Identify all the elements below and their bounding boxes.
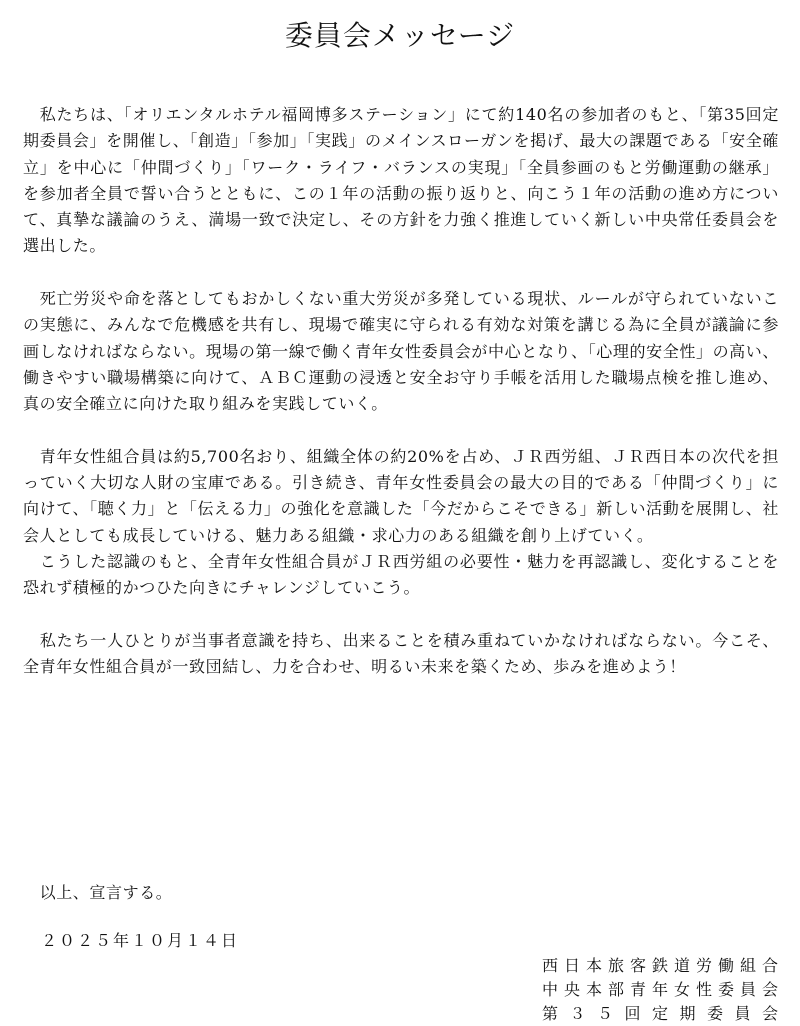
- message-body: [23, 102, 779, 681]
- paragraph-unity: 私たち一人ひとりが当事者意識を持ち、出来ることを積み重ねていかなければならない。今こそ、全青年女性組合員が一致団結し、力を合わせ、明るい未来を築くため、歩みを進めよう！: [23, 630, 779, 677]
- closing-declaration: 以上、宣言する。: [23, 883, 173, 902]
- signature-block: [542, 954, 778, 1026]
- paragraph-challenge: こうした認識のもと、全青年女性組合員がＪＲ西労組の必要性・魅力を再認識し、変化することを恐れず積極的かつひた向きにチャレンジしていこう。: [23, 552, 779, 598]
- paragraph-youth-members: 青年女性組合員は約5,700名おり、組織全体の約20%を占め、ＪＲ西労組、ＪＲ西日本の次代を担っていく大切な人財の宝庫である。引き続き、青年女性委員会の最大の目的である「仲間づくり」に向けて、「聴く力」と「伝える力」の強化を意識した「今だからこそできる」新しい活動を展開し、社会人としても成長していける、魅力ある組織・求心力のある組織を創り上げていく。: [23, 446, 779, 545]
- signature-meeting: 第３５回定期委員会: [542, 1004, 778, 1023]
- paragraph-gap: [23, 418, 779, 444]
- issue-date: ２０２５年１０月１４日: [23, 931, 240, 950]
- signature-committee: 中央本部青年女性委員会: [542, 980, 778, 999]
- page-title: 委員会メッセージ: [284, 19, 516, 52]
- paragraph-convention-report: 私たちは、「オリエンタルホテル福岡博多ステーション」にて約140名の参加者のもと、「第35回定期委員会」を開催し、「創造」「参加」「実践」のメインスローガンを掲げ、最大の課題である「安全確立」を中心に「仲間づくり」「ワーク・ライフ・バランスの実現」「全員参画のもと労働運動の継承」を参加者全員で誓い合うとともに、この１年の活動の振り返りと、向こう１年の活動の進め方について、真摯な議論のうえ、満場一致で決定し、その方針を力強く推進していく新しい中央常任委員会を選出した。: [23, 105, 779, 256]
- paragraph-safety: 死亡労災や命を落としてもおかしくない重大労災が多発している現状、ルールが守られていないこの実態に、みんなで危機感を共有し、現場で確実に守られる有効な対策を講じる為に全員が議論に参画しなければならない。現場の第一線で働く青年女性委員会が中心となり、「心理的安全性」の高い、働きやすい職場構築に向けて、ＡＢＣ運動の浸透と安全お守り手帳を活用した職場点検を推し進め、真の安全確立に向けた取り組みを実践していく。: [23, 289, 779, 414]
- paragraph-gap: [23, 602, 779, 628]
- paragraph-gap: [23, 260, 779, 286]
- signature-union: 西日本旅客鉄道労働組合: [542, 956, 778, 975]
